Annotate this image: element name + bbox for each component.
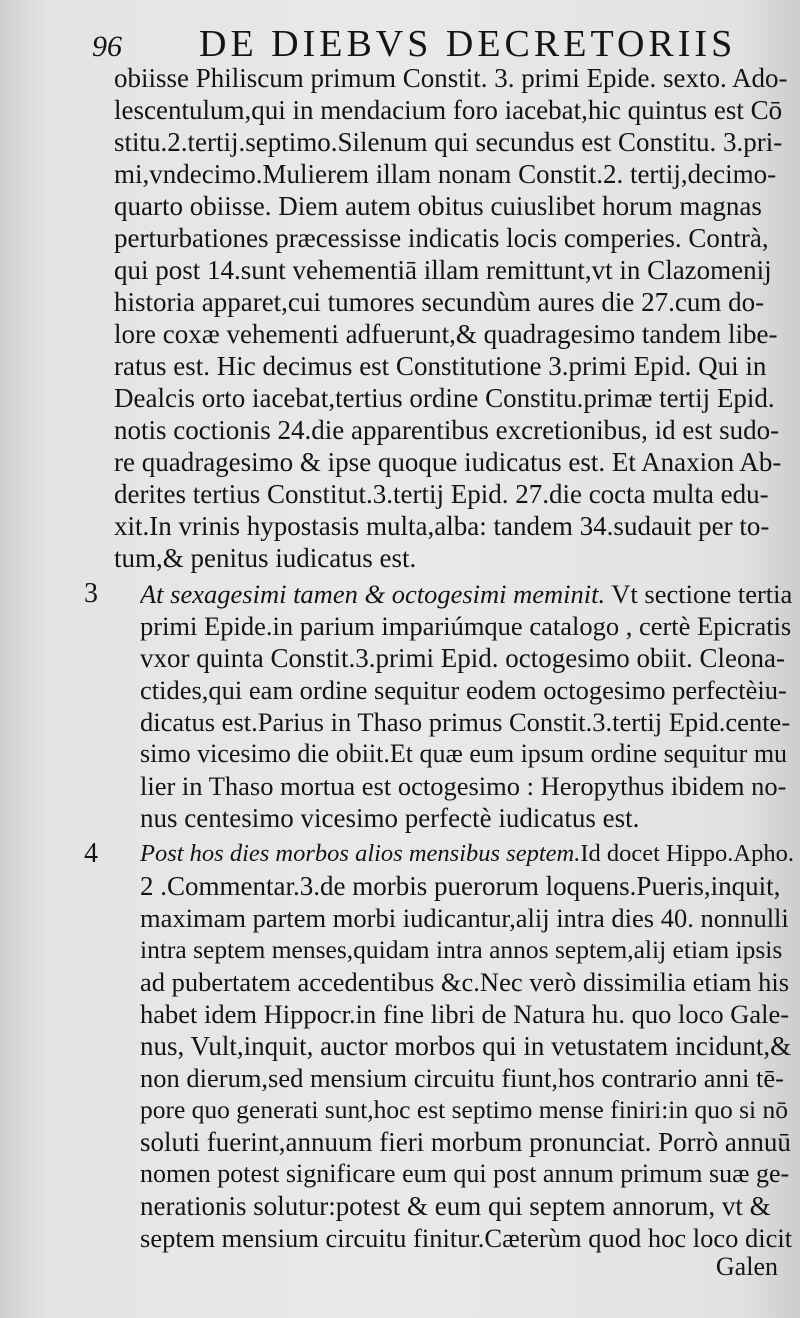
text-line: 2 .Commentar.3.de morbis puerorum loquens.Pueris,inquit,: [140, 871, 781, 901]
text-line: vxor quinta Constit.3.primi Epid. octogesimo obiit. Cleona-: [140, 643, 785, 673]
text-line: pore quo generati sunt,hoc est septimo mense finiri:in quo si nō: [140, 1095, 789, 1124]
text-line: dicatus est.Parius in Thaso primus Constit.3.tertij Epid.cente-: [140, 707, 791, 737]
catchword: Galen: [715, 1252, 778, 1281]
text-line: nus centesimo vicesimo perfectè iudicatus est.: [140, 803, 640, 833]
text-line: ratus est. Hic decimus est Constitutione 3.primi Epid. Qui in: [114, 351, 767, 381]
text-line: non dierum,sed mensium circuitu fiunt,hos contrario anni tē-: [140, 1063, 784, 1093]
text-line: nerationis solutur:potest & eum qui septem annorum, vt &: [140, 1191, 771, 1221]
text-line: perturbationes præcessisse indicatis locis comperies. Contrà,: [114, 223, 769, 253]
text-line: maximam partem morbi iudicantur,alij intra dies 40. nonnulli: [140, 903, 789, 933]
text-line: obiisse Philiscum primum Constit. 3. primi Epide. sexto. Ado-: [114, 63, 788, 93]
text-line: xit.In vrinis hypostasis multa,alba: tandem 34.sudauit per to-: [114, 511, 770, 541]
marginal-number: 3: [84, 578, 98, 609]
lemma-continuation: Id docet Hippo.Apho.: [580, 840, 794, 867]
text-line: qui post 14.sunt vehementiā illam remittunt,vt in Clazomenij: [114, 255, 772, 285]
text-line: ad pubertatem accedentibus &c.Nec verò dissimilia etiam his: [140, 967, 790, 997]
text-line: derites tertius Constitut.3.tertij Epid. 27.die cocta multa edu-: [114, 479, 769, 509]
text-line: ctides,qui eam ordine sequitur eodem octogesimo perfectèiu-: [140, 675, 787, 705]
text-line: primi Epide.in parium impariúmque catalogo , certè Epicratis: [140, 611, 792, 641]
text-line: habet idem Hippocr.in fine libri de Natura hu. quo loco Gale-: [140, 999, 790, 1029]
running-head: DE DIEBVS DECRETORIIS: [199, 23, 737, 65]
lemma-continuation: Vt sectione tertia: [605, 579, 793, 609]
text-line: mi,vndecimo.Mulierem illam nonam Constit.2. tertij,decimo-: [114, 159, 777, 189]
text-line: tum,& penitus iudicatus est.: [114, 543, 417, 573]
text-line: lore coxæ vehementi adfuerunt,& quadragesimo tandem libe-: [114, 319, 778, 349]
lemma-text: Post hos dies morbos alios mensibus septem.: [140, 840, 581, 867]
lemma-line: [140, 838, 794, 870]
lemma-text: At sexagesimi tamen & octogesimi meminit.: [140, 579, 606, 609]
text-line: nomen potest significare eum qui post annum primum suæ ge-: [140, 1159, 790, 1188]
page-number: 96: [92, 30, 122, 63]
text-line: lescentulum,qui in mendacium foro iacebat,hic quintus est Cō: [114, 95, 783, 125]
text-line: Dealcis orto iacebat,tertius ordine Constitu.primæ tertij Epid.: [114, 383, 775, 413]
text-line: simo vicesimo die obiit.Et quæ eum ipsum ordine sequitur mu: [140, 739, 788, 768]
marginal-number: 4: [84, 838, 98, 869]
text-line: intra septem menses,quidam intra annos septem,alij etiam ipsis: [140, 935, 783, 964]
text-line: soluti fuerint,annuum fieri morbum pronunciat. Porrò annuū: [140, 1127, 791, 1157]
text-line: re quadragesimo & ipse quoque iudicatus est. Et Anaxion Ab-: [114, 447, 782, 477]
lemma-line: [140, 578, 794, 610]
text-line: stitu.2.tertij.septimo.Silenum qui secundus est Constitu. 3.pri-: [114, 127, 783, 157]
text-line: nus, Vult,inquit, auctor morbos qui in vetustatem incidunt,&: [140, 1031, 792, 1061]
text-line: lier in Thaso mortua est octogesimo : Heropythus ibidem no-: [140, 771, 787, 801]
text-line: septem mensium circuitu finitur.Cæterùm quod hoc loco dicit: [140, 1223, 793, 1253]
text-line: quarto obiisse. Diem autem obitus cuiuslibet horum magnas: [114, 191, 762, 221]
text-line: historia apparet,cui tumores secundùm aures die 27.cum do-: [114, 287, 765, 317]
text-line: notis coctionis 24.die apparentibus excretionibus, id est sudo-: [114, 415, 780, 445]
